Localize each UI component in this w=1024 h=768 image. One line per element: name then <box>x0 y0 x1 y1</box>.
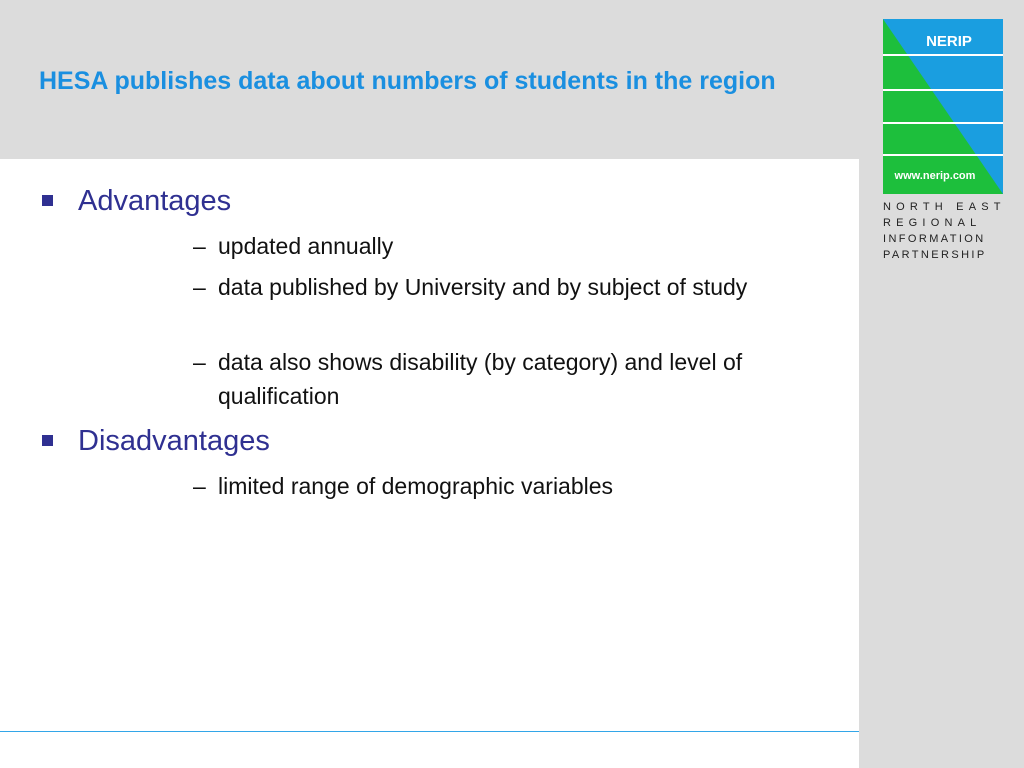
tagline-line: PARTNERSHIP <box>883 249 987 261</box>
sub-bullet <box>193 345 843 413</box>
tagline-line: NORTH EAST <box>883 201 1006 213</box>
section-heading: Disadvantages <box>78 425 270 457</box>
sub-bullet-text: data published by University and by subject of study <box>218 274 748 300</box>
sub-bullet <box>193 229 843 263</box>
slide-title: HESA publishes data about numbers of students in the region <box>39 67 776 95</box>
logo-brand-text: NERIP <box>926 33 972 50</box>
sub-bullet-text: limited range of demographic variables <box>218 473 614 499</box>
square-bullet-icon <box>42 435 53 446</box>
dash-marker: – <box>193 233 206 259</box>
tagline-line: REGIONAL <box>883 217 982 229</box>
dash-marker: – <box>193 473 206 499</box>
dash-marker: – <box>193 349 206 375</box>
tagline-line: INFORMATION <box>883 233 986 245</box>
dash-marker: – <box>193 274 206 300</box>
sub-bullet <box>193 469 843 503</box>
sub-bullet <box>193 270 843 304</box>
logo-url-text: www.nerip.com <box>894 170 976 182</box>
sub-bullet-text: updated annually <box>218 233 394 259</box>
square-bullet-icon <box>42 195 53 206</box>
sub-bullet-text: data also shows disability (by category) and level of qualification <box>218 349 743 409</box>
section-heading: Advantages <box>78 185 232 217</box>
